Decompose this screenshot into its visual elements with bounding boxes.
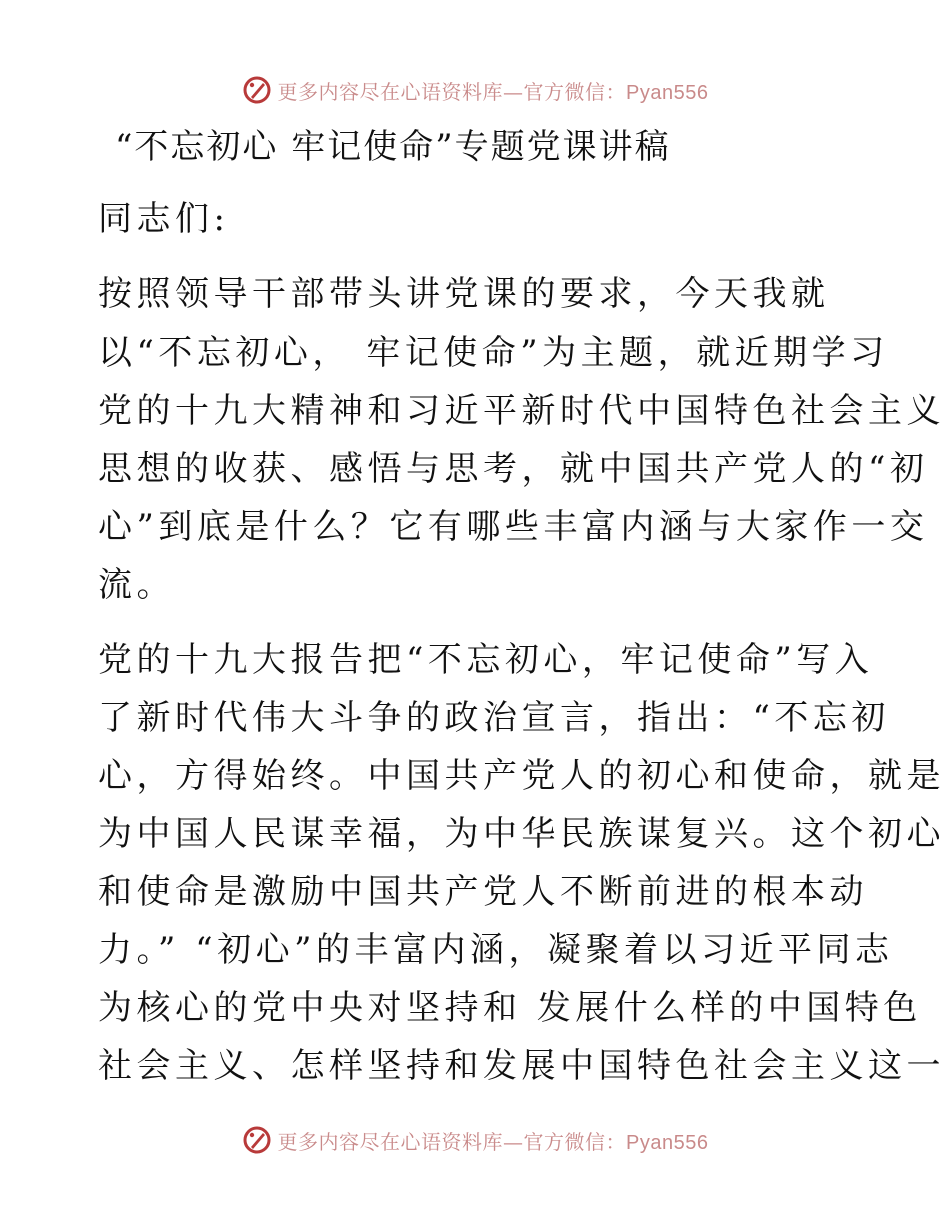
text-line: 心”到底是什么？它有哪些丰富内涵与大家作一交: [98, 507, 929, 547]
header-wechat-id: Pyan556: [626, 81, 709, 104]
text-line: 了新时代伟大斗争的政治宣言，指出：“不忘初: [98, 698, 890, 738]
text-line: 同志们:: [98, 199, 230, 239]
footer-watermark-banner: [0, 1120, 950, 1160]
text-line: 以“不忘初心， 牢记使命”为主题，就近期学习: [98, 333, 889, 373]
quill-seal-logo-icon: [242, 75, 272, 105]
text-line: 心，方得始终。中国共产党人的初心和使命，就是: [98, 756, 945, 796]
header-banner-text: 更多内容尽在心语资料库—官方微信：Pyan556: [277, 79, 709, 104]
footer-banner-text: 更多内容尽在心语资料库—官方微信：Pyan556: [277, 1129, 709, 1154]
text-line: 为中国人民谋幸福，为中华民族谋复兴。这个初心: [98, 814, 945, 854]
footer-wechat-id: Pyan556: [626, 1131, 709, 1154]
text-line: 为核心的党中央对坚持和 发展什么样的中国特色: [98, 988, 922, 1028]
text-line: 党的十九大报告把“不忘初心，牢记使命”写入: [98, 640, 874, 680]
quill-seal-logo-icon: [242, 1125, 272, 1155]
text-line: 党的十九大精神和习近平新时代中国特色社会主义: [98, 391, 945, 431]
text-line: 思想的收获、感悟与思考，就中国共产党人的“初: [98, 449, 929, 489]
text-line: 社会主义、怎样坚持和发展中国特色社会主义这一: [98, 1046, 945, 1086]
text-line: 按照领导干部带头讲党课的要求，今天我就: [98, 274, 830, 314]
text-line: 流。: [98, 565, 175, 605]
text-line: 和使命是激励中国共产党人不断前进的根本动: [98, 872, 868, 912]
document-title: “不忘初心 牢记使命”专题党课讲稿: [115, 127, 671, 167]
text-line: 力。” “初心”的丰富内涵，凝聚着以习近平同志: [98, 930, 894, 970]
header-watermark-banner: [0, 70, 950, 110]
